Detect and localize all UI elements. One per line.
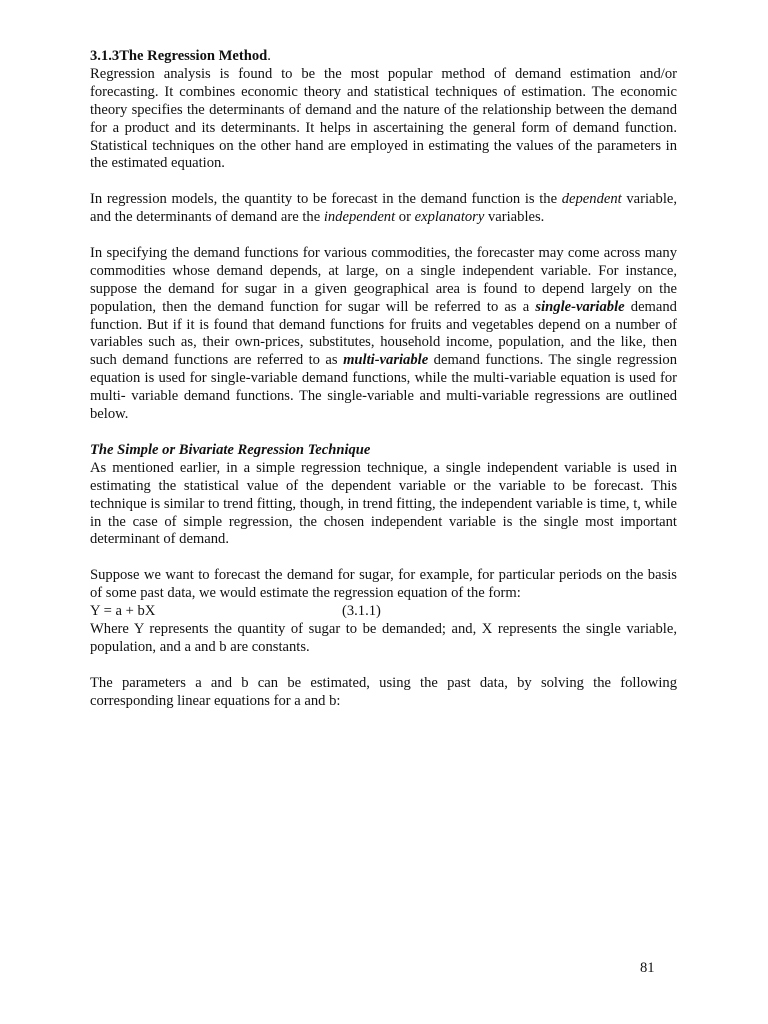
paragraph-demand-functions xyxy=(90,245,677,424)
equation-line xyxy=(90,603,677,621)
text-fragment: or xyxy=(395,209,415,226)
paragraph-simple-regression: As mentioned earlier, in a simple regression technique, a single independent variable is used in estimating the statistical value of the dependent variable or the variable to be forecast. This technique is similar to trend fitting, though, in trend fitting, the independent variable is time, t, while in the case of simple regression, the chosen independent variable is the single most important determinant of demand. xyxy=(90,459,677,548)
text-fragment: demand functions. The single regression equation is used for single-variable demand functions, while the multi-variable equation is used for multi- variable demand functions. The single-variable and multi-variable regressions are outlined below. xyxy=(90,352,677,423)
paragraph-sugar-example: Suppose we want to forecast the demand for sugar, for example, for particular periods on the basis of some past data, we would estimate the regression equation of the form: xyxy=(90,567,677,602)
equation-label: (3.1.1) xyxy=(342,603,381,620)
text-fragment: variables. xyxy=(484,209,545,226)
paragraph-variable-definitions: Where Y represents the quantity of sugar to be demanded; and, X represents the single variable, population, and a and b are constants. xyxy=(90,620,677,655)
term-dependent: dependent xyxy=(561,191,622,208)
paragraph-intro: Regression analysis is found to be the most popular method of demand estimation and/or forecasting. It combines economic theory and statistical techniques of estimation. The economic theory specifies the determinants of demand and the nature of the relationship between the demand for a product and its determinants. It helps in ascertaining the general form of demand function. Statistical techniques on the other hand are employed in estimating the values of the parameters in the estimated equation. xyxy=(90,65,677,172)
term-multi-variable: multi-variable xyxy=(343,352,429,369)
term-single-variable: single-variable xyxy=(535,298,625,315)
text-fragment: In specifying the demand functions for various commodities, the forecaster may come across many commodities whose demand depends, at large, on a single independent variable. For instance, suppose the demand for sugar in a given geographical area is found to depend largely on the population, then the demand function for sugar will be referred to as a xyxy=(90,244,677,315)
section-title-suffix: . xyxy=(267,48,271,64)
section-title: The Regression Method xyxy=(119,48,268,64)
page-number: 81 xyxy=(640,960,655,976)
subsection-heading: The Simple or Bivariate Regression Technique xyxy=(90,441,371,458)
term-explanatory: explanatory xyxy=(414,209,485,226)
section-number: 3.1.3 xyxy=(90,48,120,64)
text-fragment: demand function. But if it is found that demand functions for fruits and vegetables depend on a number of variables such as, their own-prices, substitutes, household income, population, and the like, then such demand functions are referred to as xyxy=(90,298,677,369)
text-fragment: variable, and the determinants of demand are the xyxy=(90,191,678,226)
section-heading xyxy=(90,48,677,66)
term-independent: independent xyxy=(323,209,396,226)
document-page xyxy=(90,48,677,710)
text-fragment: In regression models, the quantity to be forecast in the demand function is the xyxy=(90,191,562,208)
equation-formula: Y = a + bX xyxy=(90,603,156,620)
paragraph-regression-models xyxy=(90,191,677,227)
paragraph-parameters: The parameters a and b can be estimated, using the past data, by solving the following corresponding linear equations for a and b: xyxy=(90,674,677,709)
